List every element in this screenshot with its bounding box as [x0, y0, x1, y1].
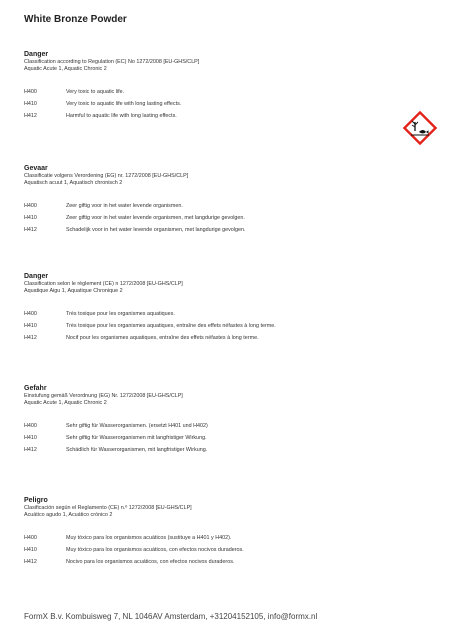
section-english — [24, 50, 428, 122]
hazard-text: Very toxic to aquatic life. — [66, 89, 125, 95]
section-dutch — [24, 164, 428, 236]
hazard-code: H412 — [24, 335, 37, 341]
regulation-line: Clasificación según el Reglamento (CE) n.º 1272/2008 [EU-GHS/CLP] — [24, 505, 192, 511]
hazard-statement — [24, 532, 428, 544]
hazard-statement — [24, 98, 428, 110]
hazard-statement — [24, 420, 428, 432]
hazard-statement — [24, 332, 428, 344]
hazard-statement — [24, 110, 428, 122]
hazard-code: H412 — [24, 113, 37, 119]
hazard-text: Nocivo para los organismos acuáticos, con efectos nocivos duraderos. — [66, 559, 235, 565]
category-line: Aquatic Acute 1, Aquatic Chronic 2 — [24, 400, 107, 406]
regulation-line: Einstufung gemäß Verordnung (EG) Nr. 1272/2008 [EU-GHS/CLP] — [24, 393, 183, 399]
hazard-code: H412 — [24, 559, 37, 565]
section-german — [24, 384, 428, 456]
hazard-statements — [24, 532, 428, 568]
hazard-code: H400 — [24, 423, 37, 429]
category-line: Aquatisch acuut 1, Aquatisch chronisch 2 — [24, 180, 123, 186]
footer-contact: FormX B.v. Kombuisweg 7, NL 1046AV Amsterdam, +31204152105, info@formx.nl — [24, 612, 318, 621]
document-title: White Bronze Powder — [24, 14, 127, 25]
hazard-code: H400 — [24, 535, 37, 541]
category-line: Acuático agudo 1, Acuático crónico 2 — [24, 512, 113, 518]
hazard-text: Zeer giftig voor in het water levende organismen, met langdurige gevolgen. — [66, 215, 245, 221]
hazard-code: H400 — [24, 311, 37, 317]
section-french — [24, 272, 428, 344]
hazard-text: Schädlich für Wasserorganismen, mit langfristiger Wirkung. — [66, 447, 208, 453]
hazard-code: H410 — [24, 435, 37, 441]
hazard-code: H412 — [24, 227, 37, 233]
regulation-line: Classification selon le règlement (CE) n 1272/2008 [EU-GHS/CLP] — [24, 281, 183, 287]
section-heading: Gevaar — [24, 165, 48, 172]
environment-pictogram-svg — [402, 110, 438, 146]
hazard-text: Très toxique pour les organismes aquatiques. — [66, 311, 175, 317]
regulation-line: Classificatie volgens Verordening (EG) nr. 1272/2008 [EU-GHS/CLP] — [24, 173, 189, 179]
hazard-code: H400 — [24, 203, 37, 209]
hazard-statement — [24, 200, 428, 212]
hazard-statement — [24, 432, 428, 444]
hazard-statements — [24, 308, 428, 344]
hazard-code: H412 — [24, 447, 37, 453]
hazard-text: Nocif pour les organismes aquatiques, entraîne des effets néfastes à long terme. — [66, 335, 259, 341]
hazard-statement — [24, 444, 428, 456]
section-heading: Danger — [24, 51, 49, 58]
hazard-code: H410 — [24, 215, 37, 221]
hazard-text: Sehr giftig für Wasserorganismen mit langfristiger Wirkung. — [66, 435, 207, 441]
hazard-text: Muy tóxico para los organismos acuáticos, con efectos nocivos duraderos. — [66, 547, 244, 553]
hazard-code: H410 — [24, 101, 37, 107]
hazard-code: H410 — [24, 323, 37, 329]
section-spanish — [24, 496, 428, 568]
hazard-statements — [24, 420, 428, 456]
ghs09-environment-hazard-icon — [402, 110, 438, 146]
hazard-statements — [24, 200, 428, 236]
hazard-statement — [24, 556, 428, 568]
hazard-text: Very toxic to aquatic life with long lasting effects. — [66, 101, 182, 107]
hazard-text: Zeer giftig voor in het water levende organismen. — [66, 203, 183, 209]
hazard-statement — [24, 224, 428, 236]
hazard-statement — [24, 308, 428, 320]
category-line: Aquatic Acute 1, Aquatic Chronic 2 — [24, 66, 107, 72]
hazard-statements — [24, 86, 428, 122]
section-heading: Danger — [24, 273, 49, 280]
category-line: Aquatique Aigu 1, Aquatique Chronique 2 — [24, 288, 123, 294]
hazard-text: Muy tóxico para los organismos acuáticos (sustituye a H401 y H402). — [66, 535, 232, 541]
hazard-code: H400 — [24, 89, 37, 95]
hazard-text: Schadelijk voor in het water levende organismen, met langdurige gevolgen. — [66, 227, 246, 233]
hazard-text: Très toxique pour les organismes aquatiques, entraîne des effets néfastes à long terme. — [66, 323, 276, 329]
hazard-statement — [24, 320, 428, 332]
hazard-code: H410 — [24, 547, 37, 553]
section-heading: Peligro — [24, 497, 48, 504]
regulation-line: Classification according to Regulation (EC) No 1272/2008 [EU-GHS/CLP] — [24, 59, 200, 65]
hazard-text: Sehr giftig für Wasserorganismen. (ersetzt H401 und H402) — [66, 423, 208, 429]
hazard-statement — [24, 544, 428, 556]
hazard-statement — [24, 86, 428, 98]
section-heading: Gefahr — [24, 385, 47, 392]
hazard-text: Harmful to aquatic life with long lasting effects. — [66, 113, 177, 119]
hazard-statement — [24, 212, 428, 224]
